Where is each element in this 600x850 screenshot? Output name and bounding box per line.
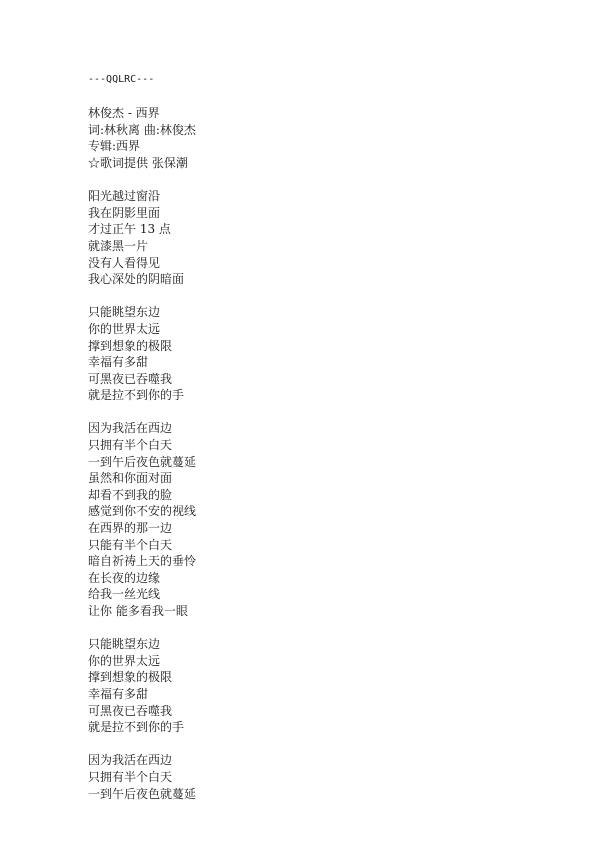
- song-info: [88, 105, 548, 171]
- lyric-line: 可黑夜已吞噬我: [88, 371, 173, 386]
- lyric-line: 可黑夜已吞噬我: [88, 703, 173, 718]
- lyrics-body: [88, 72, 548, 802]
- lyric-line: 只能眺望东边: [88, 305, 161, 320]
- stanza-5: [88, 752, 548, 802]
- lyric-line: 只能有半个白天: [88, 537, 173, 552]
- lyric-line: 一到午后夜色就蔓延: [88, 454, 197, 469]
- lyric-line: 就是拉不到你的手: [88, 388, 185, 403]
- lyric-line: 阳光越过窗沿: [88, 189, 161, 204]
- lyric-line: 让你 能多看我一眼: [88, 604, 188, 618]
- stanza-1: [88, 188, 548, 288]
- provider-line: ☆歌词提供 张保潮: [88, 155, 188, 170]
- lyric-line: 在长夜的边缘: [88, 570, 161, 585]
- lyric-line: 却看不到我的脸: [88, 487, 173, 502]
- lyric-line: 我在阴影里面: [88, 205, 161, 220]
- lyric-line: 我心深处的阴暗面: [88, 272, 185, 287]
- song-title-line: 林俊杰 - 西界: [88, 106, 160, 121]
- lyric-line: 一到午后夜色就蔓延: [88, 786, 197, 801]
- stanza-gap: [88, 404, 548, 421]
- lrc-header: ---QQLRC---: [88, 74, 155, 85]
- stanza-gap: [88, 172, 548, 189]
- lyric-line: 幸福有多甜: [88, 686, 149, 701]
- lyric-line: 虽然和你面对面: [88, 471, 173, 486]
- lyric-line: 只拥有半个白天: [88, 438, 173, 453]
- lyric-line: 只拥有半个白天: [88, 769, 173, 784]
- lyric-line: 撑到想象的极限: [88, 338, 173, 353]
- lyric-line: 幸福有多甜: [88, 355, 149, 370]
- lyric-line: 只能眺望东边: [88, 637, 161, 652]
- lyric-line: 才过正午 13 点: [88, 222, 171, 237]
- credits-line: 词:林秋离 曲:林俊杰: [88, 122, 196, 137]
- lyric-line: 撑到想象的极限: [88, 670, 173, 685]
- album-line: 专辑:西界: [88, 139, 141, 154]
- stanza-2: [88, 304, 548, 404]
- lyric-line: 在西界的那一边: [88, 521, 173, 536]
- lyric-line: 因为我活在西边: [88, 753, 173, 768]
- lyric-line: 给我一丝光线: [88, 587, 161, 602]
- stanza-gap: [88, 288, 548, 305]
- lyric-line: 就漆黑一片: [88, 238, 149, 253]
- lyric-line: 因为我活在西边: [88, 421, 173, 436]
- lyric-line: 你的世界太远: [88, 321, 161, 336]
- stanza-gap: [88, 620, 548, 637]
- stanza-4: [88, 636, 548, 736]
- lyric-line: 感觉到你不安的视线: [88, 504, 197, 519]
- stanza-gap: [88, 736, 548, 753]
- lyric-line: 没有人看得见: [88, 255, 161, 270]
- stanza-gap: [88, 89, 548, 106]
- stanza-3: [88, 420, 548, 619]
- lyric-line: 就是拉不到你的手: [88, 720, 185, 735]
- lyric-line: 暗自祈祷上天的垂怜: [88, 554, 197, 569]
- lyric-line: 你的世界太远: [88, 653, 161, 668]
